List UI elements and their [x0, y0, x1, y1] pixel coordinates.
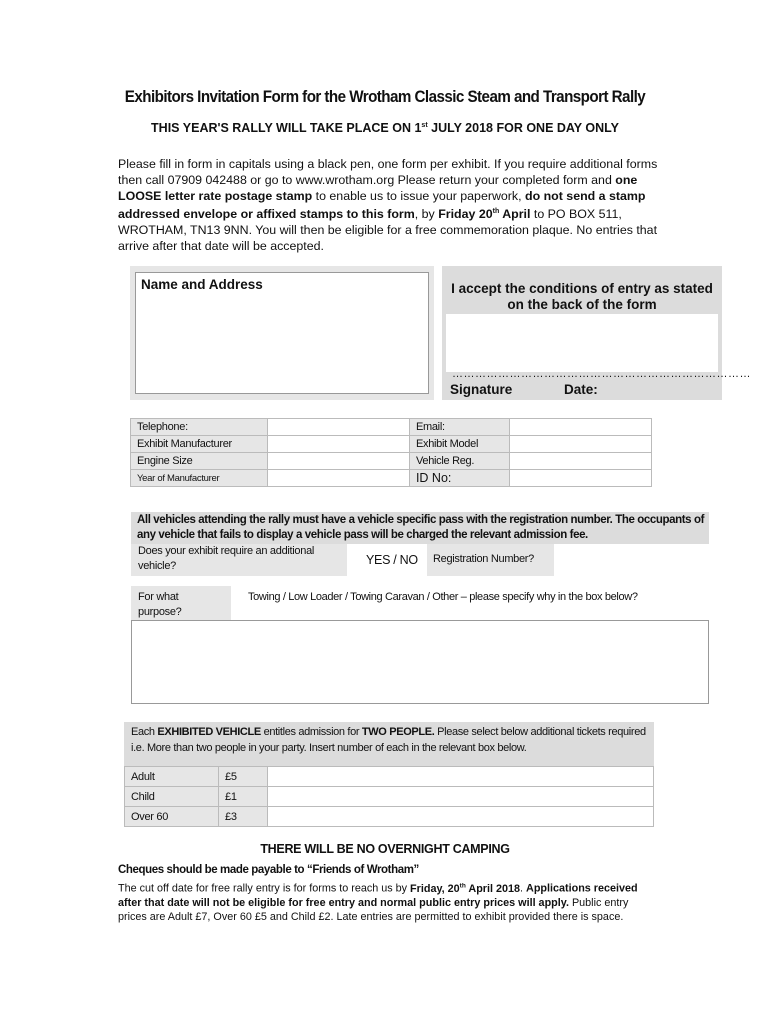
- footer-deadline-month: April 2018: [465, 882, 521, 895]
- model-input[interactable]: [510, 436, 652, 453]
- table-row: [125, 807, 654, 827]
- id-no-label: ID No:: [409, 470, 509, 487]
- email-label: Email:: [409, 419, 509, 436]
- intro-deadline-sup: th: [492, 208, 500, 215]
- tickets-text-3: Please select below additional tickets required i.e. More than two people in your party. Insert number of each in the relevant box below.: [131, 726, 646, 754]
- tickets-text-2: entitles admission for: [260, 726, 362, 738]
- footer-deadline: [410, 883, 520, 895]
- additional-vehicle-question: Does your exhibit require an additional vehicle?: [138, 545, 315, 572]
- child-quantity-input[interactable]: [268, 787, 654, 807]
- intro-bold-2: do not send a stamp addressed envelope or affixed stamps to this form: [118, 189, 646, 222]
- model-label: Exhibit Model: [409, 436, 509, 453]
- table-row: [131, 436, 652, 453]
- no-camping-notice: THERE WILL BE NO OVERNIGHT CAMPING: [260, 842, 510, 856]
- tickets-bold-2: TWO PEOPLE.: [361, 726, 435, 738]
- telephone-input[interactable]: [268, 419, 410, 436]
- intro-text-3: , by: [414, 207, 439, 222]
- footer-deadline-sup: th: [459, 882, 466, 889]
- engine-size-input[interactable]: [268, 453, 410, 470]
- intro-text-4: to PO BOX 511, WROTHAM, TN13 9NN. You will then be eligible for a free commemoration plaque. No entries that arrive after that date will be accepted.: [118, 207, 658, 254]
- ticket-price: £5: [219, 767, 268, 787]
- purpose-details-field[interactable]: [131, 620, 709, 704]
- purpose-options: Towing / Low Loader / Towing Caravan / Other – please specify why in the box below?: [248, 591, 638, 603]
- intro-bold-1: one LOOSE letter rate postage stamp: [118, 173, 638, 203]
- table-row: [131, 419, 652, 436]
- telephone-label: Telephone:: [131, 419, 268, 436]
- intro-text-1: Please fill in form in capitals using a black pen, one form per exhibit. If you require additional forms then call 07909 042488 or go to www.wrotham.org Please return your completed form and: [118, 157, 658, 187]
- footer-text-2: .: [520, 882, 527, 895]
- engine-size-label: Engine Size: [131, 453, 268, 470]
- tickets-table: [124, 766, 654, 827]
- footer-text-1: The cut off date for free rally entry is for forms to reach us by: [118, 882, 411, 895]
- id-no-input[interactable]: [510, 470, 652, 487]
- purpose-label: For what purpose?: [138, 591, 182, 618]
- registration-number-label: Registration Number?: [433, 553, 534, 565]
- tickets-intro: [131, 724, 646, 756]
- signature-line: ……………………………………………………………………: [452, 368, 751, 380]
- cheques-notice: Cheques should be made payable to “Friends of Wrotham”: [118, 864, 419, 876]
- table-row: [131, 453, 652, 470]
- footer-text-3: Public entry prices are Adult £7, Over 60 £5 and Child £2. Late entries are permitted to exhibit provided there is space.: [118, 896, 629, 923]
- tickets-text-1: Each: [131, 726, 158, 738]
- table-row: [125, 787, 654, 807]
- subtitle-sup: st: [421, 121, 428, 129]
- ticket-price: £1: [219, 787, 268, 807]
- table-row: [131, 470, 652, 487]
- subtitle-prefix: THIS YEAR'S RALLY WILL TAKE PLACE ON 1: [151, 121, 422, 135]
- ticket-price: £3: [219, 807, 268, 827]
- instructions-paragraph: [118, 156, 658, 254]
- name-address-label: Name and Address: [141, 277, 263, 292]
- footer-deadline-day: Friday, 20: [410, 882, 460, 895]
- cutoff-paragraph: [118, 879, 658, 924]
- footer-bold-2: Applications received after that date will not be eligible for free entry and normal public entry prices will apply.: [118, 882, 638, 909]
- signature-field[interactable]: [446, 314, 718, 372]
- year-label: Year of Manufacturer: [131, 470, 268, 487]
- ticket-type: Adult: [125, 767, 219, 787]
- yes-no-choice[interactable]: YES / NO: [366, 553, 418, 567]
- ticket-type: Over 60: [125, 807, 219, 827]
- signature-label: Signature: [450, 382, 513, 397]
- year-input[interactable]: [268, 470, 410, 487]
- date-label: Date:: [564, 382, 598, 397]
- intro-deadline-month: April: [499, 207, 531, 222]
- vehicle-pass-notice: All vehicles attending the rally must have a vehicle specific pass with the registration number. The occupants of any vehicle that fails to display a vehicle pass will be charged the relevant admission fee.: [137, 514, 705, 541]
- vehicle-reg-label: Vehicle Reg.: [409, 453, 509, 470]
- rally-date-notice: [0, 121, 770, 135]
- conditions-acceptance-heading: I accept the conditions of entry as stated on the back of the form: [451, 281, 713, 312]
- tickets-bold-1: EXHIBITED VEHICLE: [157, 726, 261, 738]
- over60-quantity-input[interactable]: [268, 807, 654, 827]
- intro-text-2: to enable us to issue your paperwork,: [312, 189, 526, 203]
- form-title: Exhibitors Invitation Form for the Wrotham Classic Steam and Transport Rally: [124, 88, 646, 106]
- ticket-type: Child: [125, 787, 219, 807]
- manufacturer-input[interactable]: [268, 436, 410, 453]
- manufacturer-label: Exhibit Manufacturer: [131, 436, 268, 453]
- intro-deadline: [438, 207, 530, 221]
- intro-deadline-day: Friday 20: [438, 207, 493, 222]
- subtitle-rest: JULY 2018 FOR ONE DAY ONLY: [427, 121, 619, 135]
- exhibit-details-table: [130, 418, 652, 487]
- adult-quantity-input[interactable]: [268, 767, 654, 787]
- vehicle-reg-input[interactable]: [510, 453, 652, 470]
- table-row: [125, 767, 654, 787]
- email-input[interactable]: [510, 419, 652, 436]
